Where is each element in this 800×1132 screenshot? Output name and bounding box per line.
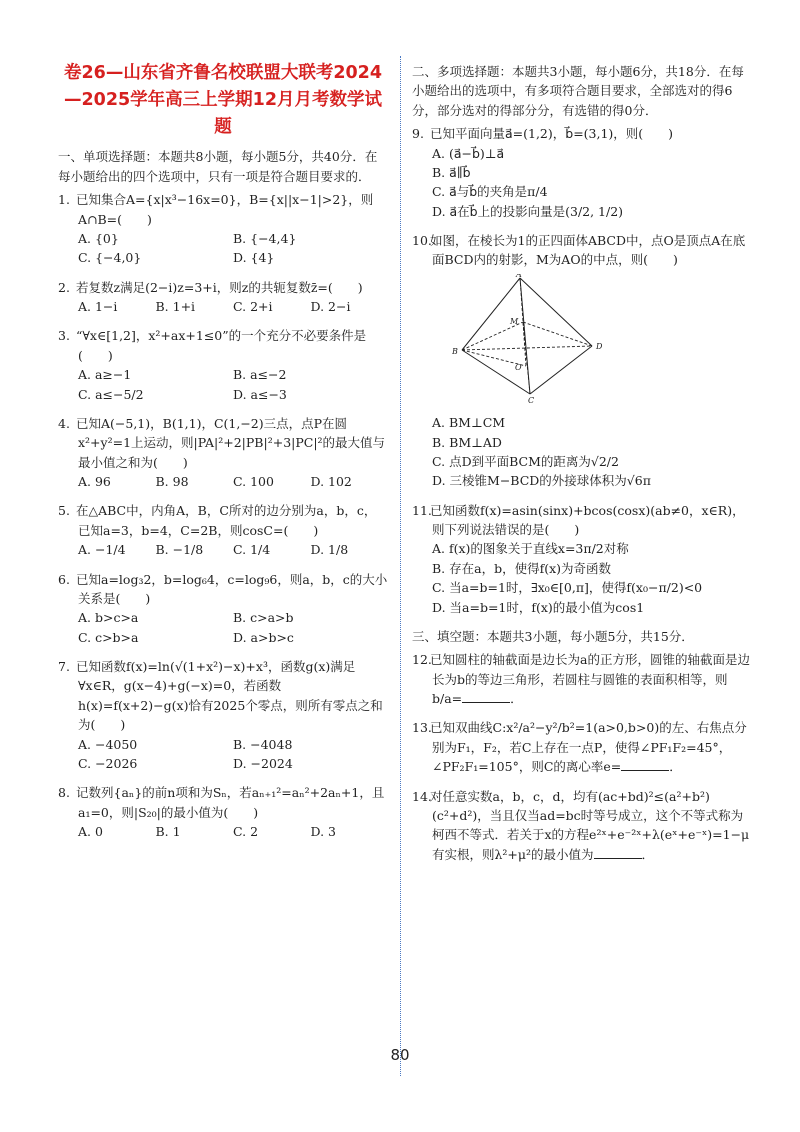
question-number: 3. [58,328,70,344]
question-number: 2. [58,279,70,295]
option-d: D. 3 [310,824,336,839]
question-stem: 已知平面向量a⃗=(1,2)，b⃗=(3,1)，则( ) [430,126,674,142]
option-b: B. a≤−2 [233,367,287,383]
question-3 [58,326,388,404]
question-stem: 记数列{aₙ}的前n项和为Sₙ，若aₙ₊₁²=aₙ²+2aₙ+1，且a₁=0，则|S₂₀|的最小值为( ) [76,785,385,820]
question-number: 11. [412,502,432,518]
option-d: D. 2−i [310,299,351,314]
tetrahedron-figure [452,274,652,404]
option-b: B. c>a>b [233,610,294,626]
question-13: 13.已知双曲线C:x²/a²−y²/b²=1(a>0,b>0)的左、右焦点分别为F₁，F₂，若C上存在一点P，使得∠PF₁F₂=45°，∠PF₂F₁=105°，则C的离心率e= ． [412,720,747,775]
option-d: D. 102 [310,474,352,489]
option-c: C. 当a=b=1时，∃x₀∈[0,π]，使得f(x₀−π/2)<0 [432,580,703,596]
question-number: 13. [412,720,432,736]
question-1 [58,190,388,268]
question-9 [412,124,750,221]
option-c: C. 2 [233,824,259,839]
option-a: A. 96 [78,474,111,489]
option-a: A. {0} [78,230,119,246]
option-b: B. 98 [155,474,189,489]
question-stem: 在△ABC中，内角A，B，C所对的边分别为a，b，c，已知a=3，b=4，C=2B，则cosC=( ) [76,503,377,538]
segment-cm [523,322,530,394]
question-12: 12.已知圆柱的轴截面是边长为a的正方形，圆锥的轴截面是边长为b的等边三角形，若圆柱与圆锥的表面积相等，则b/a= ． [412,652,750,706]
question-stem: “∀x∈[1,2]，x²+ax+1≤0”的一个充分不必要条件是( ) [76,328,367,363]
label-a: A [516,273,522,279]
option-a: A. 1−i [78,299,118,314]
question-number: 6. [58,571,70,587]
option-b: B. 存在a，b，使得f(x)为奇函数 [432,560,612,576]
edge-cd [530,346,592,394]
option-d: D. 1/8 [310,542,349,558]
option-a: A. a≥−1 [78,367,132,383]
option-a: A. f(x)的图象关于直线x=3π/2对称 [432,541,629,557]
option-a: A. BM⊥CM [432,415,506,431]
section-fill-blank: 三、填空题：本题共3小题，每小题5分，共15分． [412,628,694,644]
option-b: B. 1+i [155,299,196,314]
question-stem: 已知双曲线C:x²/a²−y²/b²=1(a>0,b>0)的左、右焦点分别为F₁，F₂，若C上存在一点P，使得∠PF₁F₂=45°，∠PF₂F₁=105°，则C的离心率e= [430,720,747,775]
option-c: C. −2026 [78,755,138,771]
right-column [412,60,750,874]
option-b: B. {−4,4} [233,230,297,246]
question-number: 5. [58,503,70,519]
label-d: D [596,341,603,351]
answer-blank[interactable] [462,690,510,703]
option-b: B. BM⊥AD [432,434,502,450]
option-b: B. 1 [155,824,181,839]
segment-dm [523,322,592,346]
option-b: B. a⃗∥b⃗ [432,164,471,180]
option-a: A. 0 [78,824,103,839]
question-11 [412,501,750,617]
option-d: D. −2024 [233,755,293,771]
exam-title: 卷26—山东省齐鲁名校联盟大联考2024—2025学年高三上学期12月月考数学试题 [63,63,383,138]
question-number: 10. [412,233,432,248]
option-d: D. 三棱锥M−BCD的外接球体积为√6π [432,473,651,489]
question-stem: 已知集合A={x|x³−16x=0}，B={x||x−1|>2}，则A∩B=( ) [76,192,374,227]
question-number: 1. [58,192,70,208]
option-d: D. a≤−3 [233,386,287,402]
question-stem: 已知圆柱的轴截面是边长为a的正方形，圆锥的轴截面是边长为b的等边三角形，若圆柱与圆锥的表面积相等，则b/a= [430,652,750,706]
question-8 [58,783,388,841]
option-d: D. 当a=b=1时，f(x)的最小值为cos1 [432,599,645,615]
left-column [58,60,388,851]
question-stem: 如图，在棱长为1的正四面体ABCD中，点O是顶点A在底面BCD内的射影，M为AO的中点，则( ) [430,233,746,268]
option-c: C. 点D到平面BCM的距离为√2/2 [432,453,619,469]
question-number: 14. [412,788,432,804]
option-c: C. a⃗与b⃗的夹角是π/4 [432,184,548,200]
label-b: B [452,346,458,356]
option-a: A. −1/4 [78,542,126,558]
question-7 [58,657,388,773]
option-d: D. a>b>c [233,629,294,645]
option-c: C. {−4,0} [78,250,142,266]
edge-bc [462,350,530,394]
answer-blank[interactable] [621,758,669,771]
option-a: A. b>c>a [78,610,139,626]
option-c: C. 1/4 [233,542,271,558]
question-stem: 已知A(−5,1)，B(1,1)，C(1,−2)三点，点P在圆x²+y²=1上运动，则|PA|²+2|PB|²+3|PC|²的最大值与最小值之和为( ) [76,415,386,470]
column-divider [400,56,401,1076]
option-c: C. c>b>a [78,629,139,645]
question-stem: 已知函数f(x)=asin(sinx)+bcos(cosx)(ab≠0，x∈R)，则下列说法错误的是( ) [430,502,745,537]
question-5 [58,501,388,559]
question-number: 12. [412,652,432,668]
option-c: C. a≤−5/2 [78,386,144,402]
option-c: C. 100 [233,474,274,489]
page-number: 80 [390,1046,410,1064]
option-c: C. 2+i [233,299,273,314]
question-number: 8. [58,785,70,801]
label-c: C [528,395,535,404]
label-o: O [515,362,522,372]
question-14: 14.对任意实数a，b，c，d，均有(ac+bd)²≤(a²+b²)(c²+d²)，当且仅当ad=bc时等号成立，这个不等式称为柯西不等式．若关于x的方程e²ˣ+e⁻²ˣ+λ(eˣ+e⁻ˣ)=1−μ有实根，则λ²+μ²的最小值为 ． [412,788,750,862]
section-single-choice: 一、单项选择题：本题共8小题，每小题5分，共40分．在每小题给出的四个选项中，只有一项是符合题目要求的． [58,149,378,184]
edge-bd-hidden [462,346,592,350]
option-a: A. −4050 [78,736,138,752]
question-number: 4. [58,415,70,431]
section-multi-choice: 二、多项选择题：本题共3小题，每小题6分，共18分．在每小题给出的选项中，有多项符合题目要求，全部选对的得6分，部分选对的得部分分，有选错的得0分． [412,64,744,118]
option-d: D. a⃗在b⃗上的投影向量是(3/2, 1/2) [432,203,624,219]
question-stem: 若复数z满足(2−i)z=3+i，则z的共轭复数z̄=( ) [76,279,363,295]
question-stem: 已知函数f(x)=ln(√(1+x²)−x)+x³，函数g(x)满足∀x∈R，g(x−4)+g(−x)=0，若函数h(x)=f(x+2)−g(x)恰有2025个零点，则所有零点之和为( ) [76,659,383,733]
label-m: M [510,316,519,326]
question-stem: 对任意实数a，b，c，d，均有(ac+bd)²≤(a²+b²)(c²+d²)，当且仅当ad=bc时等号成立，这个不等式称为柯西不等式．若关于x的方程e²ˣ+e⁻²ˣ+λ(eˣ+e⁻ˣ)=1−μ有实根，则λ²+μ²的最小值为 [430,788,750,862]
question-2 [58,278,388,317]
question-stem: 已知a=log₃2，b=log₆4，c=log₉6，则a，b，c的大小关系是( ) [76,571,388,606]
question-10 [412,231,750,491]
answer-blank[interactable] [594,846,642,859]
edge-ab [462,278,520,350]
question-number: 7. [58,659,70,674]
question-4 [58,414,388,492]
segment-bm [462,322,523,350]
edge-ad [520,278,592,346]
option-b: B. −4048 [233,736,293,752]
option-d: D. {4} [233,250,275,266]
question-number: 9. [412,126,424,142]
option-b: B. −1/8 [155,542,204,558]
question-6 [58,570,388,648]
option-a: A. (a⃗−b⃗)⊥a⃗ [432,145,505,161]
